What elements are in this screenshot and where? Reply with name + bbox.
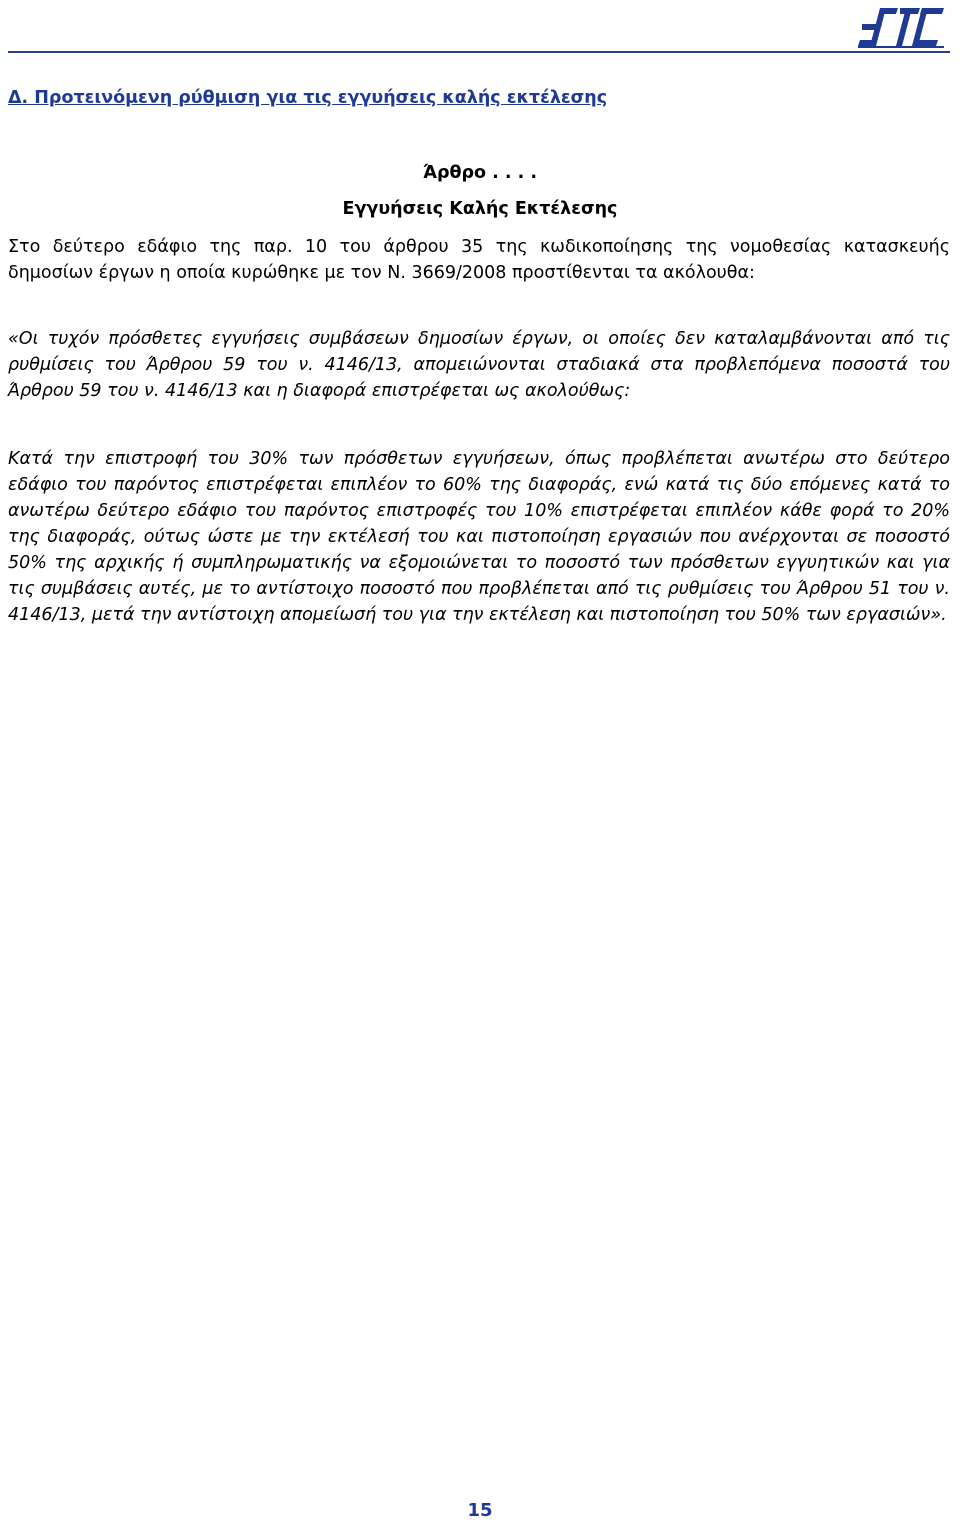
header-rule	[8, 51, 950, 53]
article-title: Άρθρο . . . .	[422, 163, 537, 183]
paragraph-quote: «Οι τυχόν πρόσθετες εγγυήσεις συμβάσεων δημοσίων έργων, οι οποίες δεν καταλαμβάνονται από τις ρυθμίσεις του Άρθρου 59 του ν. 4146/13, απομειώνονται σταδιακά στα προβλεπόμενα ποσοστά του Άρθρου 59 του ν. 4146/13 και η διαφορά επιστρέφεται ως ακολούθως:	[8, 329, 950, 401]
paragraph-return-terms: Κατά την επιστροφή του 30% των πρόσθετων εγγυήσεων, όπως προβλέπεται ανωτέρω στο δεύτερο εδάφιο του παρόντος επιστρέφεται επιπλέον το 60% της διαφοράς, ενώ κατά τις δύο επόμενες κατά το ανωτέρω δεύτερο εδάφιο του παρόντος επιστροφές του 10% επιστρέφεται επιπλέον κάθε φορά το 20% της διαφοράς, ούτως ώστε με την εκτέλεσή του και πιστοποίηση εργασιών που ανέρχονται σε ποσοστό 50% της αρχικής ή συμπληρωματικής να εξομοιώνεται το ποσοστό των πρόσθετων εγγυητικών και για τις συμβάσεις αυτές, με το αντίστοιχο ποσοστό που προβλέπεται από τις ρυθμίσεις του Άρθρου 51 του ν. 4146/13, μετά την αντίστοιχη απομείωσή του για την εκτέλεση και πιστοποίηση του 50% των εργασιών».	[8, 449, 950, 625]
page-number: 15	[467, 1500, 493, 1521]
article-subtitle: Εγγυήσεις Καλής Εκτέλεσης	[342, 199, 618, 219]
company-logo-icon	[858, 6, 944, 48]
section-heading: Δ. Προτεινόμενη ρύθμιση για τις εγγυήσεις καλής εκτέλεσης	[8, 88, 608, 108]
paragraph-intro: Στο δεύτερο εδάφιο της παρ. 10 του άρθρου 35 της κωδικοποίησης της νομοθεσίας κατασκευής δημοσίων έργων η οποία κυρώθηκε με τον Ν. 3669/2008 προστίθενται τα ακόλουθα:	[8, 237, 950, 283]
